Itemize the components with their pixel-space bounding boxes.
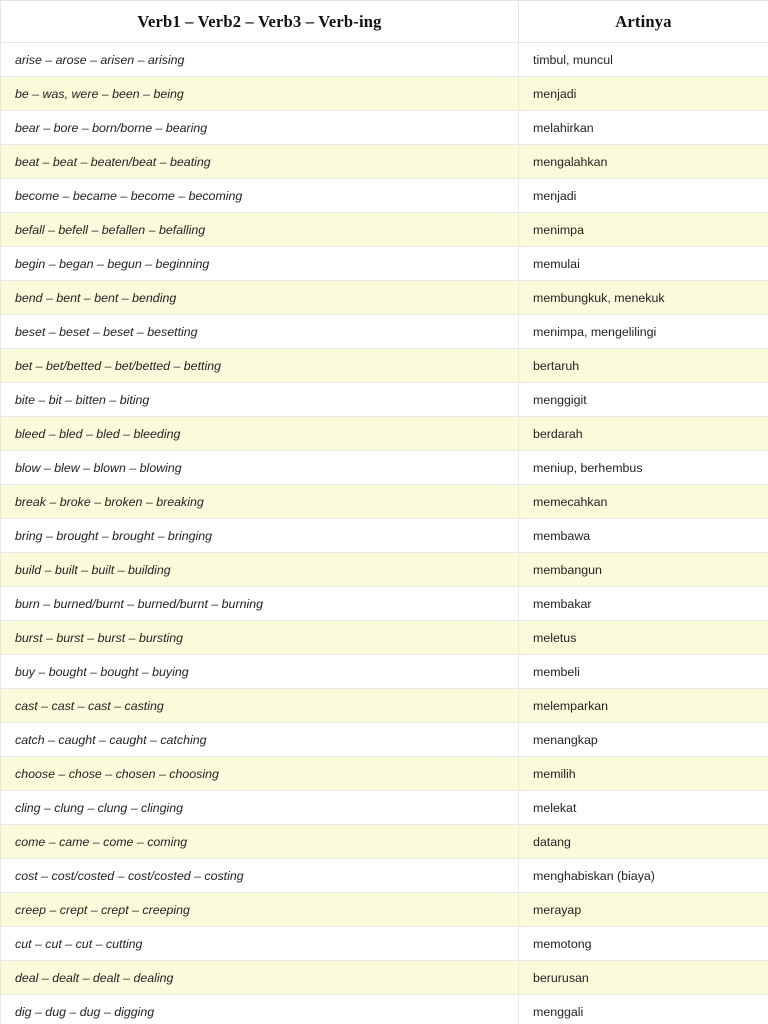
table-row [1, 383, 768, 417]
table-row [1, 145, 768, 179]
meaning-cell: memilih [519, 757, 768, 791]
table-row [1, 621, 768, 655]
table-row [1, 553, 768, 587]
table-row [1, 927, 768, 961]
verb-forms-cell: bend – bent – bent – bending [1, 281, 519, 315]
table-row [1, 723, 768, 757]
meaning-cell: membangun [519, 553, 768, 587]
meaning-cell: melemparkan [519, 689, 768, 723]
table-header [1, 1, 768, 43]
verb-forms-cell: come – came – come – coming [1, 825, 519, 859]
header-artinya: Artinya [519, 1, 768, 43]
verb-forms-cell: bet – bet/betted – bet/betted – betting [1, 349, 519, 383]
verb-forms-cell: cast – cast – cast – casting [1, 689, 519, 723]
table-row [1, 281, 768, 315]
table-row [1, 859, 768, 893]
table-row [1, 791, 768, 825]
verb-forms-cell: blow – blew – blown – blowing [1, 451, 519, 485]
verb-forms-cell: choose – chose – chosen – choosing [1, 757, 519, 791]
meaning-cell: melekat [519, 791, 768, 825]
meaning-cell: meniup, berhembus [519, 451, 768, 485]
table-row [1, 893, 768, 927]
verb-forms-cell: arise – arose – arisen – arising [1, 43, 519, 77]
verb-forms-cell: beset – beset – beset – besetting [1, 315, 519, 349]
meaning-cell: membungkuk, menekuk [519, 281, 768, 315]
table-row [1, 213, 768, 247]
verb-forms-cell: deal – dealt – dealt – dealing [1, 961, 519, 995]
verb-forms-cell: break – broke – broken – breaking [1, 485, 519, 519]
verb-forms-cell: bleed – bled – bled – bleeding [1, 417, 519, 451]
table-row [1, 315, 768, 349]
table-row [1, 655, 768, 689]
meaning-cell: datang [519, 825, 768, 859]
table-row [1, 451, 768, 485]
meaning-cell: berdarah [519, 417, 768, 451]
meaning-cell: memotong [519, 927, 768, 961]
table-row [1, 689, 768, 723]
verb-forms-cell: bear – bore – born/borne – bearing [1, 111, 519, 145]
table-row [1, 995, 768, 1024]
meaning-cell: melahirkan [519, 111, 768, 145]
table-row [1, 485, 768, 519]
header-verb-forms: Verb1 – Verb2 – Verb3 – Verb-ing [1, 1, 519, 43]
verb-forms-cell: buy – bought – bought – buying [1, 655, 519, 689]
meaning-cell: menjadi [519, 179, 768, 213]
table-row [1, 519, 768, 553]
meaning-cell: menggali [519, 995, 768, 1024]
table-row [1, 179, 768, 213]
meaning-cell: menggigit [519, 383, 768, 417]
table-row [1, 77, 768, 111]
verb-forms-cell: burst – burst – burst – bursting [1, 621, 519, 655]
table-row [1, 247, 768, 281]
meaning-cell: memecahkan [519, 485, 768, 519]
verb-forms-cell: become – became – become – becoming [1, 179, 519, 213]
meaning-cell: menghabiskan (biaya) [519, 859, 768, 893]
verb-forms-cell: befall – befell – befallen – befalling [1, 213, 519, 247]
meaning-cell: membawa [519, 519, 768, 553]
table-row [1, 961, 768, 995]
table-row [1, 757, 768, 791]
table-row [1, 825, 768, 859]
meaning-cell: merayap [519, 893, 768, 927]
meaning-cell: membeli [519, 655, 768, 689]
meaning-cell: meletus [519, 621, 768, 655]
verb-forms-cell: catch – caught – caught – catching [1, 723, 519, 757]
verb-forms-cell: build – built – built – building [1, 553, 519, 587]
table-body [1, 43, 768, 1024]
meaning-cell: menangkap [519, 723, 768, 757]
header-row [1, 1, 768, 43]
verb-forms-cell: creep – crept – crept – creeping [1, 893, 519, 927]
verb-forms-cell: cut – cut – cut – cutting [1, 927, 519, 961]
meaning-cell: menjadi [519, 77, 768, 111]
meaning-cell: menimpa, mengelilingi [519, 315, 768, 349]
verb-forms-cell: beat – beat – beaten/beat – beating [1, 145, 519, 179]
meaning-cell: timbul, muncul [519, 43, 768, 77]
table-row [1, 587, 768, 621]
table-row [1, 43, 768, 77]
meaning-cell: mengalahkan [519, 145, 768, 179]
meaning-cell: menimpa [519, 213, 768, 247]
verb-forms-cell: dig – dug – dug – digging [1, 995, 519, 1024]
table-row [1, 111, 768, 145]
verb-forms-cell: bring – brought – brought – bringing [1, 519, 519, 553]
table-row [1, 417, 768, 451]
meaning-cell: bertaruh [519, 349, 768, 383]
meaning-cell: membakar [519, 587, 768, 621]
verb-forms-cell: be – was, were – been – being [1, 77, 519, 111]
verb-forms-cell: burn – burned/burnt – burned/burnt – burning [1, 587, 519, 621]
verb-forms-cell: cling – clung – clung – clinging [1, 791, 519, 825]
verb-forms-cell: begin – began – begun – beginning [1, 247, 519, 281]
meaning-cell: memulai [519, 247, 768, 281]
verb-forms-cell: cost – cost/costed – cost/costed – costing [1, 859, 519, 893]
table-row [1, 349, 768, 383]
meaning-cell: berurusan [519, 961, 768, 995]
verb-forms-cell: bite – bit – bitten – biting [1, 383, 519, 417]
